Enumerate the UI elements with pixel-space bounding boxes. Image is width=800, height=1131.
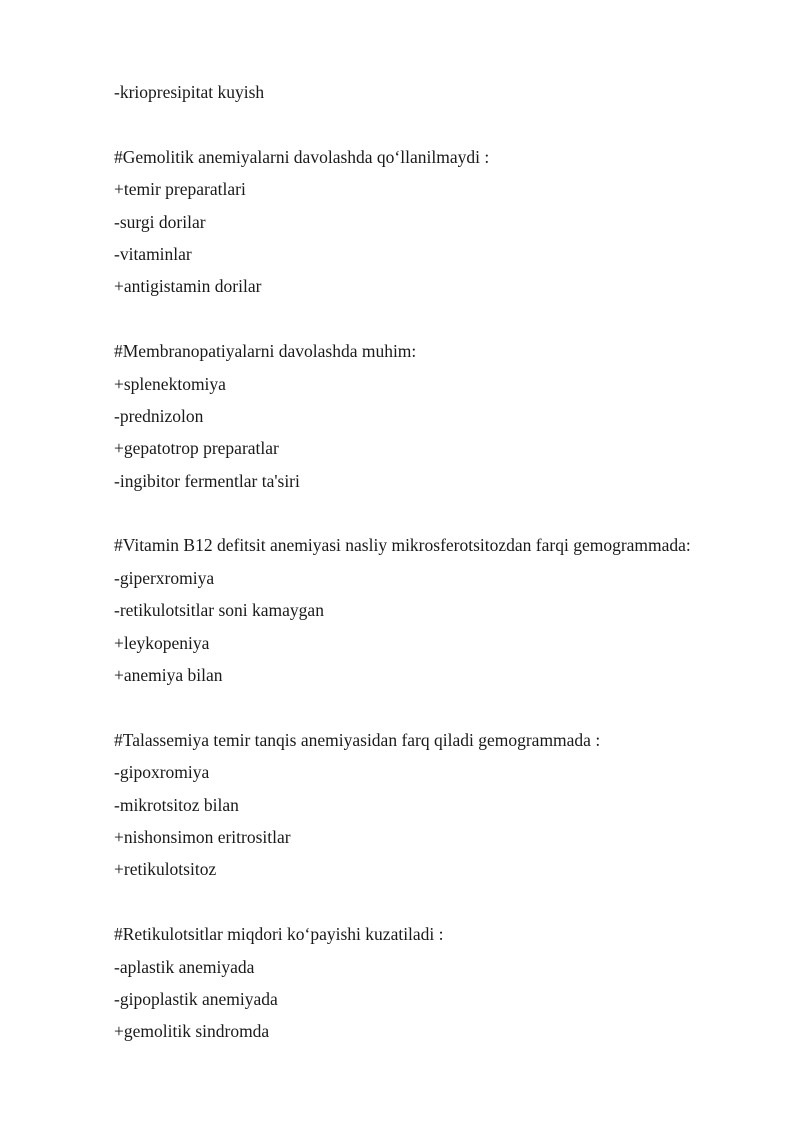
option-line: +gemolitik sindromda [114,1021,270,1042]
option-line: +leykopeniya [114,632,210,653]
question-text: #Talassemiya temir tanqis anemiyasidan farq qiladi gemogrammada : [114,729,601,750]
question-text: #Gemolitik anemiyalarni davolashda qo‘llanilmaydi : [114,146,490,167]
option-line: +gepatotrop preparatlar [114,438,279,459]
option-line: +splenektomiya [114,373,226,394]
question-block [114,724,784,886]
option-line: -kriopresipitat kuyish [114,82,265,102]
option-line: -mikrotsitoz bilan [114,794,239,815]
spacer [114,497,784,529]
option-line: -giperxromiya [114,567,215,588]
question-block [114,335,784,497]
spacer [114,691,784,723]
option-line: -aplastik anemiyada [114,956,255,977]
question-text: #Membranopatiyalarni davolashda muhim: [114,341,417,362]
option-line: -ingibitor fermentlar ta'siri [114,470,300,491]
option-line: +retikulotsitoz [114,859,217,880]
spacer [114,303,784,335]
spacer [114,108,784,140]
option-line: -prednizolon [114,405,204,426]
question-text: #Retikulotsitlar miqdori ko‘payishi kuzatiladi : [114,924,444,945]
question-block [114,529,784,691]
option-line: +temir preparatlari [114,179,246,200]
question-block [114,918,784,1048]
option-line: +antigistamin dorilar [114,276,262,297]
option-line: -vitaminlar [114,243,192,264]
option-line: -gipoxromiya [114,762,210,783]
option-line: -retikulotsitlar soni kamaygan [114,600,324,621]
document-page [114,76,784,1048]
option-line: -surgi dorilar [114,211,206,232]
spacer [114,886,784,918]
question-text: #Vitamin B12 defitsit anemiyasi nasliy mikrosferotsitozdan farqi gemogrammada: [114,535,691,556]
question-block [114,141,784,303]
option-line: +anemiya bilan [114,665,223,686]
option-line: +nishonsimon eritrositlar [114,826,291,847]
option-line: -gipoplastik anemiyada [114,988,278,1009]
